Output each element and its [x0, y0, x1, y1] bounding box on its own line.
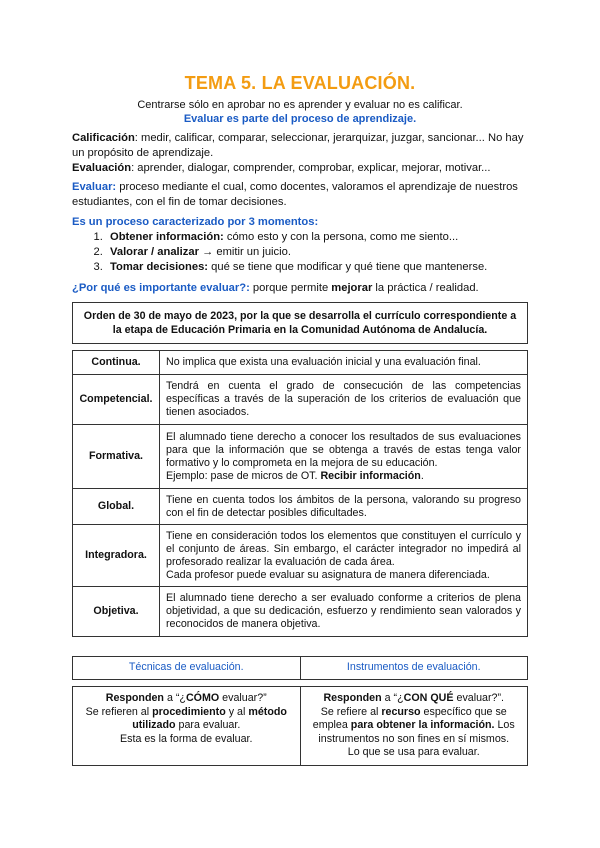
instrumentos-l2e: Los instrumentos no son fines en sí mismos.: [318, 719, 515, 745]
instrumentos-line-2: [309, 706, 520, 747]
techniques-instruments-table: [72, 656, 528, 766]
instrumentos-l2c: específico que se emplea: [312, 705, 507, 731]
table-spacer: [300, 680, 528, 687]
tecnicas-l2e: para evaluar.: [175, 719, 241, 731]
instrumentos-l2b: recurso: [381, 705, 421, 718]
instrumentos-l1b: a “¿: [381, 692, 404, 704]
list-item: [106, 260, 528, 275]
moments-heading: Es un proceso caracterizado por 3 momentos:: [72, 216, 319, 228]
instrumentos-line-3: Lo que se usa para evaluar.: [347, 746, 480, 758]
row-description: Tendrá en cuenta el grado de consecución de las competencias específicas a través de la superación de los criterios de evaluación que tienen asociados.: [160, 375, 528, 425]
moment-term: Obtener información:: [110, 231, 224, 243]
list-item: [106, 230, 528, 245]
table-header: Orden de 30 de mayo de 2023, por la que se desarrolla el currículo correspondiente a la etapa de Educación Primaria en la Comunidad Autónoma de Andalucía.: [73, 303, 528, 344]
why-text-a: porque permite: [249, 282, 332, 294]
why-important: [72, 281, 528, 296]
instrumentos-header: Instrumentos de evaluación.: [300, 657, 528, 680]
row-description: Tiene en cuenta todos los ámbitos de la persona, valorando su progreso con el fin de detectar posibles dificultades.: [160, 489, 528, 525]
table-row: [73, 489, 528, 525]
table-row: [73, 375, 528, 425]
table-row: [73, 525, 528, 587]
page-title: TEMA 5. LA EVALUACIÓN.: [184, 73, 416, 93]
instrumentos-l1d: evaluar?”.: [453, 692, 505, 704]
tecnicas-line-2: [81, 706, 292, 733]
moment-text: → emitir un juicio.: [198, 246, 291, 258]
row-label: Integradora.: [73, 525, 160, 587]
moments-list: [72, 230, 528, 275]
tecnicas-body: [73, 687, 301, 766]
instrumentos-l1c: CON QUÉ: [403, 692, 454, 704]
tecnicas-line-3: Esta es la forma de evaluar.: [120, 732, 253, 745]
instrumentos-l2a: Se refiere al: [320, 705, 382, 718]
tecnicas-l2a: Se refieren al: [85, 705, 153, 718]
row-label: Continua.: [73, 351, 160, 375]
tecnicas-l1b: a “¿: [163, 692, 186, 704]
row-example: [166, 470, 521, 483]
table-row: [73, 351, 528, 375]
evaluacion-term: Evaluación: [72, 162, 132, 174]
row-description: [160, 525, 528, 587]
example-end: .: [420, 469, 424, 482]
instrumentos-line-1: [309, 692, 520, 706]
subtitle-highlight: Evaluar es parte del proceso de aprendizaje.: [183, 113, 417, 125]
moment-term: Tomar decisiones:: [110, 261, 209, 273]
evaluar-text: proceso mediante el cual, como docentes, valoramos el aprendizaje de nuestros estudiantes, con el fin de tomar decisiones.: [72, 181, 518, 208]
moment-text: qué se tiene que modificar y qué tiene que mantenerse.: [208, 261, 488, 273]
instrumentos-l1a: Responden: [323, 692, 382, 704]
tecnicas-l1a: Responden: [105, 692, 164, 704]
moment-term: Valorar / analizar: [110, 246, 199, 258]
why-question: ¿Por qué es importante evaluar?:: [72, 282, 250, 294]
instrumentos-l2d: para obtener la información.: [350, 719, 495, 731]
why-text-b: la práctica / realidad.: [372, 282, 479, 294]
tecnicas-l2b: procedimiento: [152, 705, 226, 718]
tecnicas-l2d: método utilizado: [132, 705, 287, 731]
example-bold: Recibir información: [320, 469, 421, 482]
calificacion-text: : medir, calificar, comparar, seleccionar, jerarquizar, juzgar, sancionar... No hay un propósito de aprendizaje.: [72, 132, 524, 159]
evaluation-characteristics-table: [72, 302, 528, 637]
evaluar-definition: [72, 180, 528, 210]
moment-text: cómo esto y con la persona, como me siento...: [223, 231, 459, 243]
row-description: No implica que exista una evaluación inicial y una evaluación final.: [160, 351, 528, 375]
table-spacer: [73, 680, 301, 687]
example-text: Ejemplo: pase de micros de OT.: [166, 469, 321, 482]
row-description: [160, 425, 528, 489]
evaluacion-definition: [72, 161, 528, 176]
calificacion-term: Calificación: [72, 132, 135, 144]
why-bold: mejorar: [331, 282, 373, 294]
tecnicas-header: Técnicas de evaluación.: [73, 657, 301, 680]
row-label: Competencial.: [73, 375, 160, 425]
table-spacer: [73, 344, 528, 351]
instrumentos-body: [300, 687, 528, 766]
row-description-text: Tiene en consideración todos los elementos que constituyen el currículo y el conjunto de áreas. Sin embargo, el carácter integrador no impedirá al profesorado realizar la evaluación de cada área.: [166, 529, 521, 568]
tecnicas-line-1: [81, 692, 292, 706]
evaluacion-text: : aprender, dialogar, comprender, comprobar, explicar, mejorar, motivar...: [131, 162, 491, 174]
tecnicas-l2c: y al: [225, 705, 249, 718]
row-label: Objetiva.: [73, 587, 160, 637]
tecnicas-l1d: evaluar?”: [219, 692, 267, 704]
moments-section: [72, 215, 528, 275]
table-row: [73, 587, 528, 637]
calificacion-definition: [72, 131, 528, 161]
list-item: [106, 245, 528, 260]
tecnicas-l1c: CÓMO: [185, 692, 220, 704]
table-row: [73, 425, 528, 489]
row-description: El alumnado tiene derecho a ser evaluado conforme a criterios de plena objetividad, a que su dedicación, esfuerzo y rendimiento sean valorados y reconocidos de manera objetiva.: [160, 587, 528, 637]
evaluar-term: Evaluar:: [72, 181, 117, 193]
row-label: Global.: [73, 489, 160, 525]
row-extra: Cada profesor puede evaluar su asignatura de manera diferenciada.: [166, 568, 490, 581]
subtitle: Centrarse sólo en aprobar no es aprender y evaluar no es calificar.: [137, 99, 463, 111]
row-description-text: El alumnado tiene derecho a conocer los resultados de sus evaluaciones para que la información que se obtenga a través de estas tenga valor formativo y lo comprometa en la mejora de su educación.: [166, 430, 521, 469]
row-label: Formativa.: [73, 425, 160, 489]
